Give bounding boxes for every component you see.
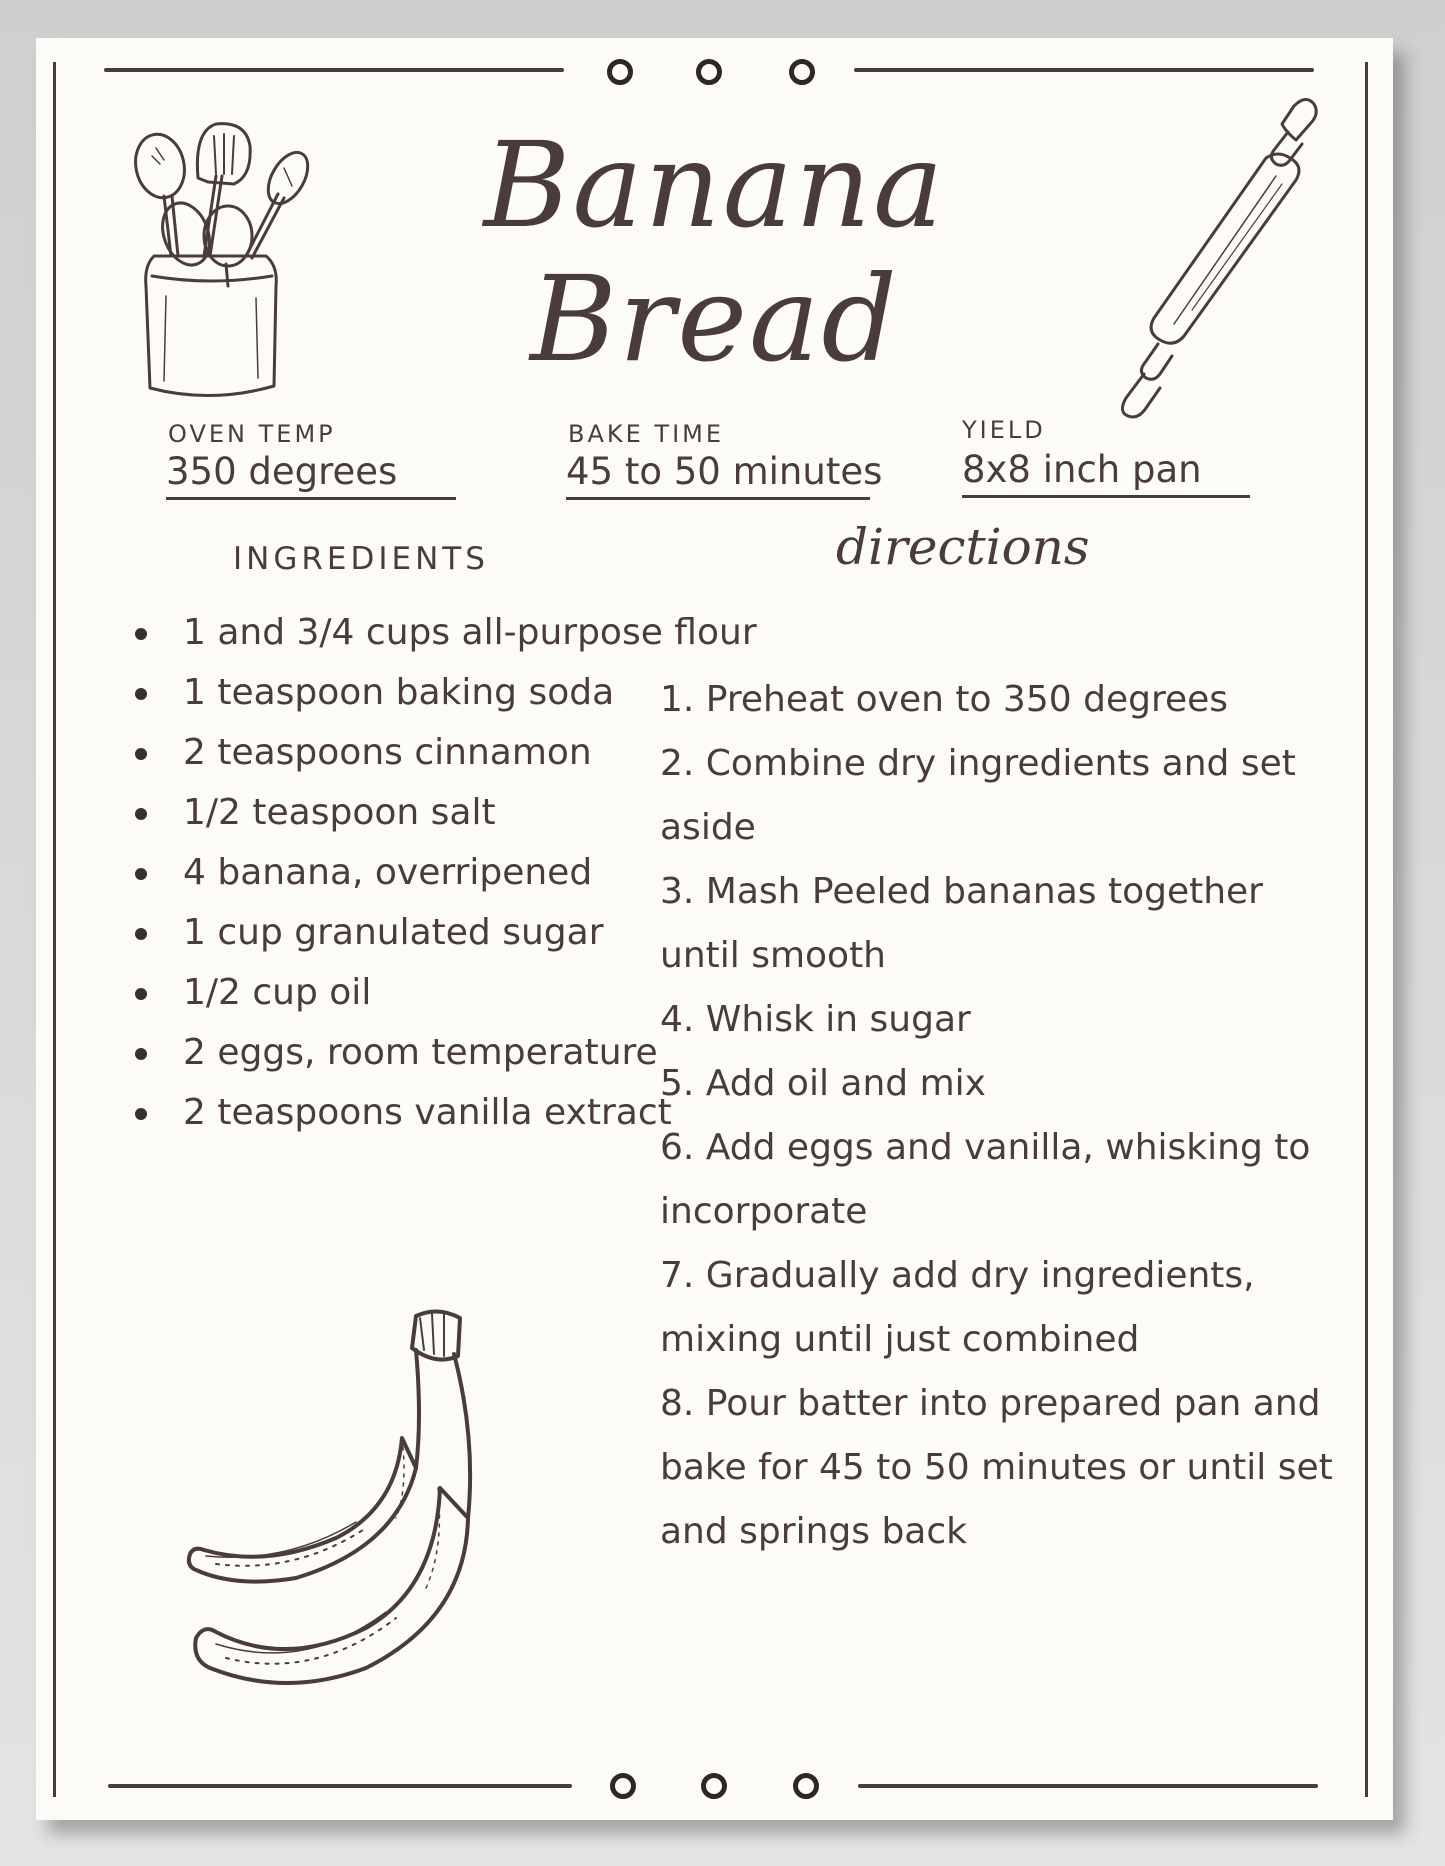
ingredient-item: 4 banana, overripened xyxy=(183,843,763,903)
direction-step: 6. Add eggs and vanilla, whisking to incorporate xyxy=(660,1127,1311,1232)
top-rule-right xyxy=(854,68,1314,72)
ingredient-item: 1 and 3/4 cups all-purpose flour xyxy=(183,603,763,663)
ingredient-item: 1 teaspoon baking soda xyxy=(183,663,763,723)
ingredient-item: 2 teaspoons vanilla extract xyxy=(183,1083,763,1143)
top-rule-left xyxy=(104,68,564,72)
direction-step: 4. Whisk in sugar xyxy=(660,999,971,1040)
bottom-ring-icon xyxy=(701,1773,727,1799)
direction-step: 5. Add oil and mix xyxy=(660,1063,986,1104)
bake-time-label: BAKE TIME xyxy=(568,420,725,448)
direction-step: 3. Mash Peeled bananas together until smooth xyxy=(660,871,1263,976)
yield-label: YIELD xyxy=(962,416,1046,444)
bottom-ring-icon xyxy=(610,1773,636,1799)
ingredient-item: 2 eggs, room temperature xyxy=(183,1023,763,1083)
directions-heading: directions xyxy=(836,518,1090,576)
recipe-title-line-2: Bread xyxy=(530,250,899,388)
top-ring-icon xyxy=(696,59,722,85)
direction-step: 7. Gradually add dry ingredients, mixing until just combined xyxy=(660,1255,1255,1360)
bottom-rule-right xyxy=(858,1784,1318,1788)
ingredient-item: 1/2 teaspoon salt xyxy=(183,783,763,843)
oven-temp-label: OVEN TEMP xyxy=(168,420,336,448)
bottom-ring-icon xyxy=(793,1773,819,1799)
top-ring-icon xyxy=(789,59,815,85)
bake-time-value: 45 to 50 minutes xyxy=(566,450,870,500)
top-ring-icon xyxy=(607,59,633,85)
direction-step: 2. Combine dry ingredients and set aside xyxy=(660,743,1296,848)
direction-step: 1. Preheat oven to 350 degrees xyxy=(660,679,1229,720)
oven-temp-value: 350 degrees xyxy=(166,450,456,500)
ingredient-item: 1 cup granulated sugar xyxy=(183,903,763,963)
recipe-title-line-1: Banana xyxy=(483,116,946,254)
bottom-rule-left xyxy=(108,1784,572,1788)
ingredient-item: 2 teaspoons cinnamon xyxy=(183,723,763,783)
ingredient-item: 1/2 cup oil xyxy=(183,963,763,1023)
directions-list xyxy=(660,668,1350,1564)
recipe-card xyxy=(36,38,1393,1820)
direction-step: 8. Pour batter into prepared pan and bake for 45 to 50 minutes or until set and springs back xyxy=(660,1383,1333,1552)
yield-value: 8x8 inch pan xyxy=(962,448,1250,498)
ingredients-heading: INGREDIENTS xyxy=(233,541,489,577)
banana-bunch-icon xyxy=(176,1288,576,1728)
